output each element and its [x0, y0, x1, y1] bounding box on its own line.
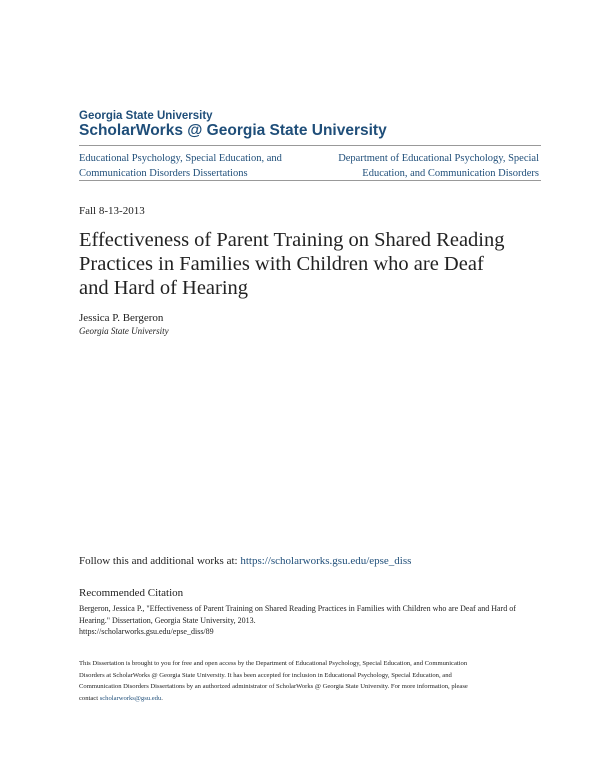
document-title: [79, 228, 549, 300]
notice-line-3: Communication Disorders Dissertations by an authorized administrator of ScholarWorks @ Georgia State University. For more information, please: [79, 683, 468, 690]
publication-date: Fall 8-13-2013: [79, 205, 145, 217]
access-notice: [79, 658, 534, 704]
citation-line-2: Hearing." Dissertation, Georgia State University, 2013.: [79, 615, 256, 625]
contact-email-link[interactable]: scholarworks@gsu.edu: [99, 694, 162, 702]
divider-bottom: [79, 180, 541, 181]
citation-line-1: Bergeron, Jessica P., "Effectiveness of Parent Training on Shared Reading Practices in Families with Children who are Deaf and Hard of: [79, 604, 516, 613]
notice-line-1: This Dissertation is brought to you for free and open access by the Department of Educational Psychology, Special Education, and Communication: [79, 660, 468, 667]
author-name: Jessica P. Bergeron: [79, 312, 164, 324]
repository-link[interactable]: ScholarWorks @ Georgia State University: [79, 122, 387, 139]
citation-url: https://scholarworks.gsu.edu/epse_diss/89: [79, 627, 214, 636]
title-line-1: Effectiveness of Parent Training on Shared Reading: [79, 229, 505, 251]
author-affiliation: Georgia State University: [79, 326, 169, 336]
title-line-2: Practices in Families with Children who are Deaf: [79, 253, 484, 275]
department-line-2: Education, and Communication Disorders: [362, 168, 539, 179]
title-line-3: and Hard of Hearing: [79, 277, 249, 299]
notice-contact-prefix: contact: [79, 694, 100, 702]
notice-contact-suffix: .: [161, 694, 163, 702]
series-link[interactable]: [79, 151, 309, 181]
collection-link[interactable]: https://scholarworks.gsu.edu/epse_diss: [240, 555, 412, 567]
series-line-2: Communication Disorders Dissertations: [79, 168, 248, 179]
department-link[interactable]: [309, 151, 539, 181]
citation-heading: Recommended Citation: [79, 587, 184, 599]
notice-line-2: Disorders at ScholarWorks @ Georgia State University. It has been accepted for inclusion in Educational Psychology, Special Education, and: [79, 671, 452, 679]
series-line-1: Educational Psychology, Special Education, and: [79, 153, 282, 164]
university-name: Georgia State University: [79, 110, 213, 122]
citation-text: [79, 603, 534, 638]
follow-label: Follow this and additional works at:: [79, 555, 241, 567]
department-line-1: Department of Educational Psychology, Special: [338, 153, 539, 164]
follow-line: [79, 555, 411, 567]
divider-top: [79, 145, 541, 146]
